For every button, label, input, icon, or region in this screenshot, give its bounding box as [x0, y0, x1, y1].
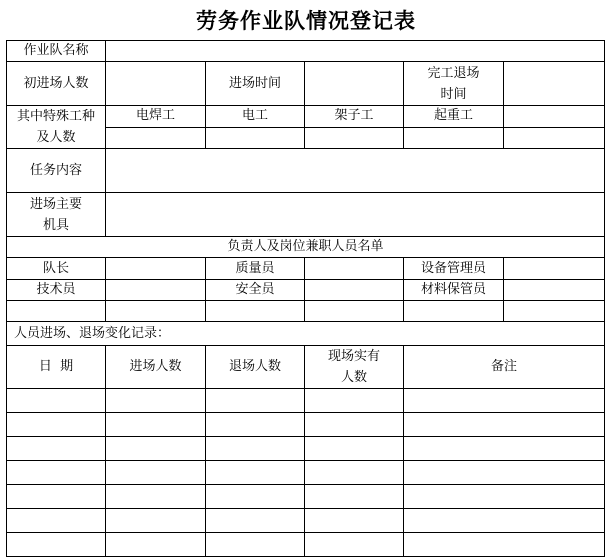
extra-worker-type-field[interactable]: [504, 106, 605, 128]
entry-count-cell[interactable]: [106, 437, 206, 461]
extra-role-field[interactable]: [106, 301, 206, 322]
materials-keeper-label: 材料保管员: [404, 280, 504, 301]
date-cell[interactable]: [7, 485, 106, 509]
extra-role-label-field-2[interactable]: [206, 301, 305, 322]
entry-count-cell[interactable]: [106, 509, 206, 533]
exit-count-cell[interactable]: [206, 485, 305, 509]
safety-officer-field[interactable]: [305, 280, 404, 301]
finish-exit-time-field[interactable]: [504, 62, 605, 106]
date-cell[interactable]: [7, 461, 106, 485]
special-workers-label-text: 其中特殊工种及人数: [16, 109, 95, 145]
current-count-cell[interactable]: [305, 389, 404, 413]
quality-officer-field[interactable]: [305, 258, 404, 280]
finish-exit-time-label: [404, 62, 504, 106]
remarks-cell[interactable]: [404, 509, 605, 533]
safety-officer-label: 安全员: [206, 280, 305, 301]
current-count-header: [305, 346, 404, 389]
form-title: 劳务作业队情况登记表: [196, 9, 416, 33]
exit-count-cell[interactable]: [206, 389, 305, 413]
equipment-manager-field[interactable]: [504, 258, 605, 280]
team-name-label: 作业队名称: [7, 41, 106, 62]
extra-worker-count-field[interactable]: [504, 127, 605, 149]
table-row: [7, 509, 605, 533]
exit-count-cell[interactable]: [206, 461, 305, 485]
remarks-header: 备注: [404, 346, 605, 389]
table-row: [7, 461, 605, 485]
table-row: [7, 437, 605, 461]
registration-form: [6, 40, 605, 557]
exit-count-cell[interactable]: [206, 509, 305, 533]
scaffolder-label: 架子工: [305, 106, 404, 128]
date-cell[interactable]: [7, 389, 106, 413]
entry-count-cell[interactable]: [106, 533, 206, 557]
entry-count-cell[interactable]: [106, 485, 206, 509]
personnel-section-title: 负责人及岗位兼职人员名单: [7, 237, 605, 258]
date-cell[interactable]: [7, 413, 106, 437]
exit-count-cell[interactable]: [206, 413, 305, 437]
entry-count-cell[interactable]: [106, 413, 206, 437]
current-count-cell[interactable]: [305, 437, 404, 461]
main-machinery-label-text: 进场主要机具: [29, 196, 82, 233]
remarks-cell[interactable]: [404, 389, 605, 413]
date-cell[interactable]: [7, 437, 106, 461]
entry-time-field[interactable]: [305, 62, 404, 106]
table-row: [7, 533, 605, 557]
electrician-count-field[interactable]: [206, 127, 305, 149]
entry-time-label: 进场时间: [206, 62, 305, 106]
initial-count-field[interactable]: [106, 62, 206, 106]
remarks-cell[interactable]: [404, 413, 605, 437]
equipment-manager-label: 设备管理员: [404, 258, 504, 280]
scaffolder-count-field[interactable]: [305, 127, 404, 149]
captain-field[interactable]: [106, 258, 206, 280]
main-machinery-field[interactable]: [106, 193, 605, 237]
table-row: [7, 485, 605, 509]
technician-label: 技术员: [7, 280, 106, 301]
date-cell[interactable]: [7, 509, 106, 533]
entry-count-cell[interactable]: [106, 461, 206, 485]
exit-count-cell[interactable]: [206, 533, 305, 557]
captain-label: 队长: [7, 258, 106, 280]
current-count-cell[interactable]: [305, 413, 404, 437]
welder-count-field[interactable]: [106, 127, 206, 149]
table-row: [7, 413, 605, 437]
task-content-label: 任务内容: [7, 149, 106, 193]
remarks-cell[interactable]: [404, 533, 605, 557]
remarks-cell[interactable]: [404, 461, 605, 485]
current-count-cell[interactable]: [305, 485, 404, 509]
materials-keeper-field[interactable]: [504, 280, 605, 301]
exit-count-header: 退场人数: [206, 346, 305, 389]
team-name-field[interactable]: [106, 41, 605, 62]
date-header: 日 期: [7, 346, 106, 389]
date-cell[interactable]: [7, 533, 106, 557]
remarks-cell[interactable]: [404, 485, 605, 509]
rigger-count-field[interactable]: [404, 127, 504, 149]
current-count-cell[interactable]: [305, 461, 404, 485]
entry-count-header: 进场人数: [106, 346, 206, 389]
special-workers-label: [7, 106, 106, 149]
change-record-title: 人员进场、退场变化记录：: [7, 322, 605, 346]
welder-label: 电焊工: [106, 106, 206, 128]
remarks-cell[interactable]: [404, 437, 605, 461]
table-row: [7, 389, 605, 413]
task-content-field[interactable]: [106, 149, 605, 193]
exit-count-cell[interactable]: [206, 437, 305, 461]
finish-exit-time-label-text: 完工退场时间: [427, 65, 480, 102]
main-machinery-label: [7, 193, 106, 237]
initial-count-label: 初进场人数: [7, 62, 106, 106]
current-count-cell[interactable]: [305, 509, 404, 533]
extra-role-field-3[interactable]: [504, 301, 605, 322]
quality-officer-label: 质量员: [206, 258, 305, 280]
technician-field[interactable]: [106, 280, 206, 301]
extra-role-label-field-3[interactable]: [404, 301, 504, 322]
extra-role-label-field[interactable]: [7, 301, 106, 322]
extra-role-field-2[interactable]: [305, 301, 404, 322]
rigger-label: 起重工: [404, 106, 504, 128]
current-count-cell[interactable]: [305, 533, 404, 557]
electrician-label: 电工: [206, 106, 305, 128]
current-count-header-text: 现场实有人数: [327, 349, 380, 385]
entry-count-cell[interactable]: [106, 389, 206, 413]
